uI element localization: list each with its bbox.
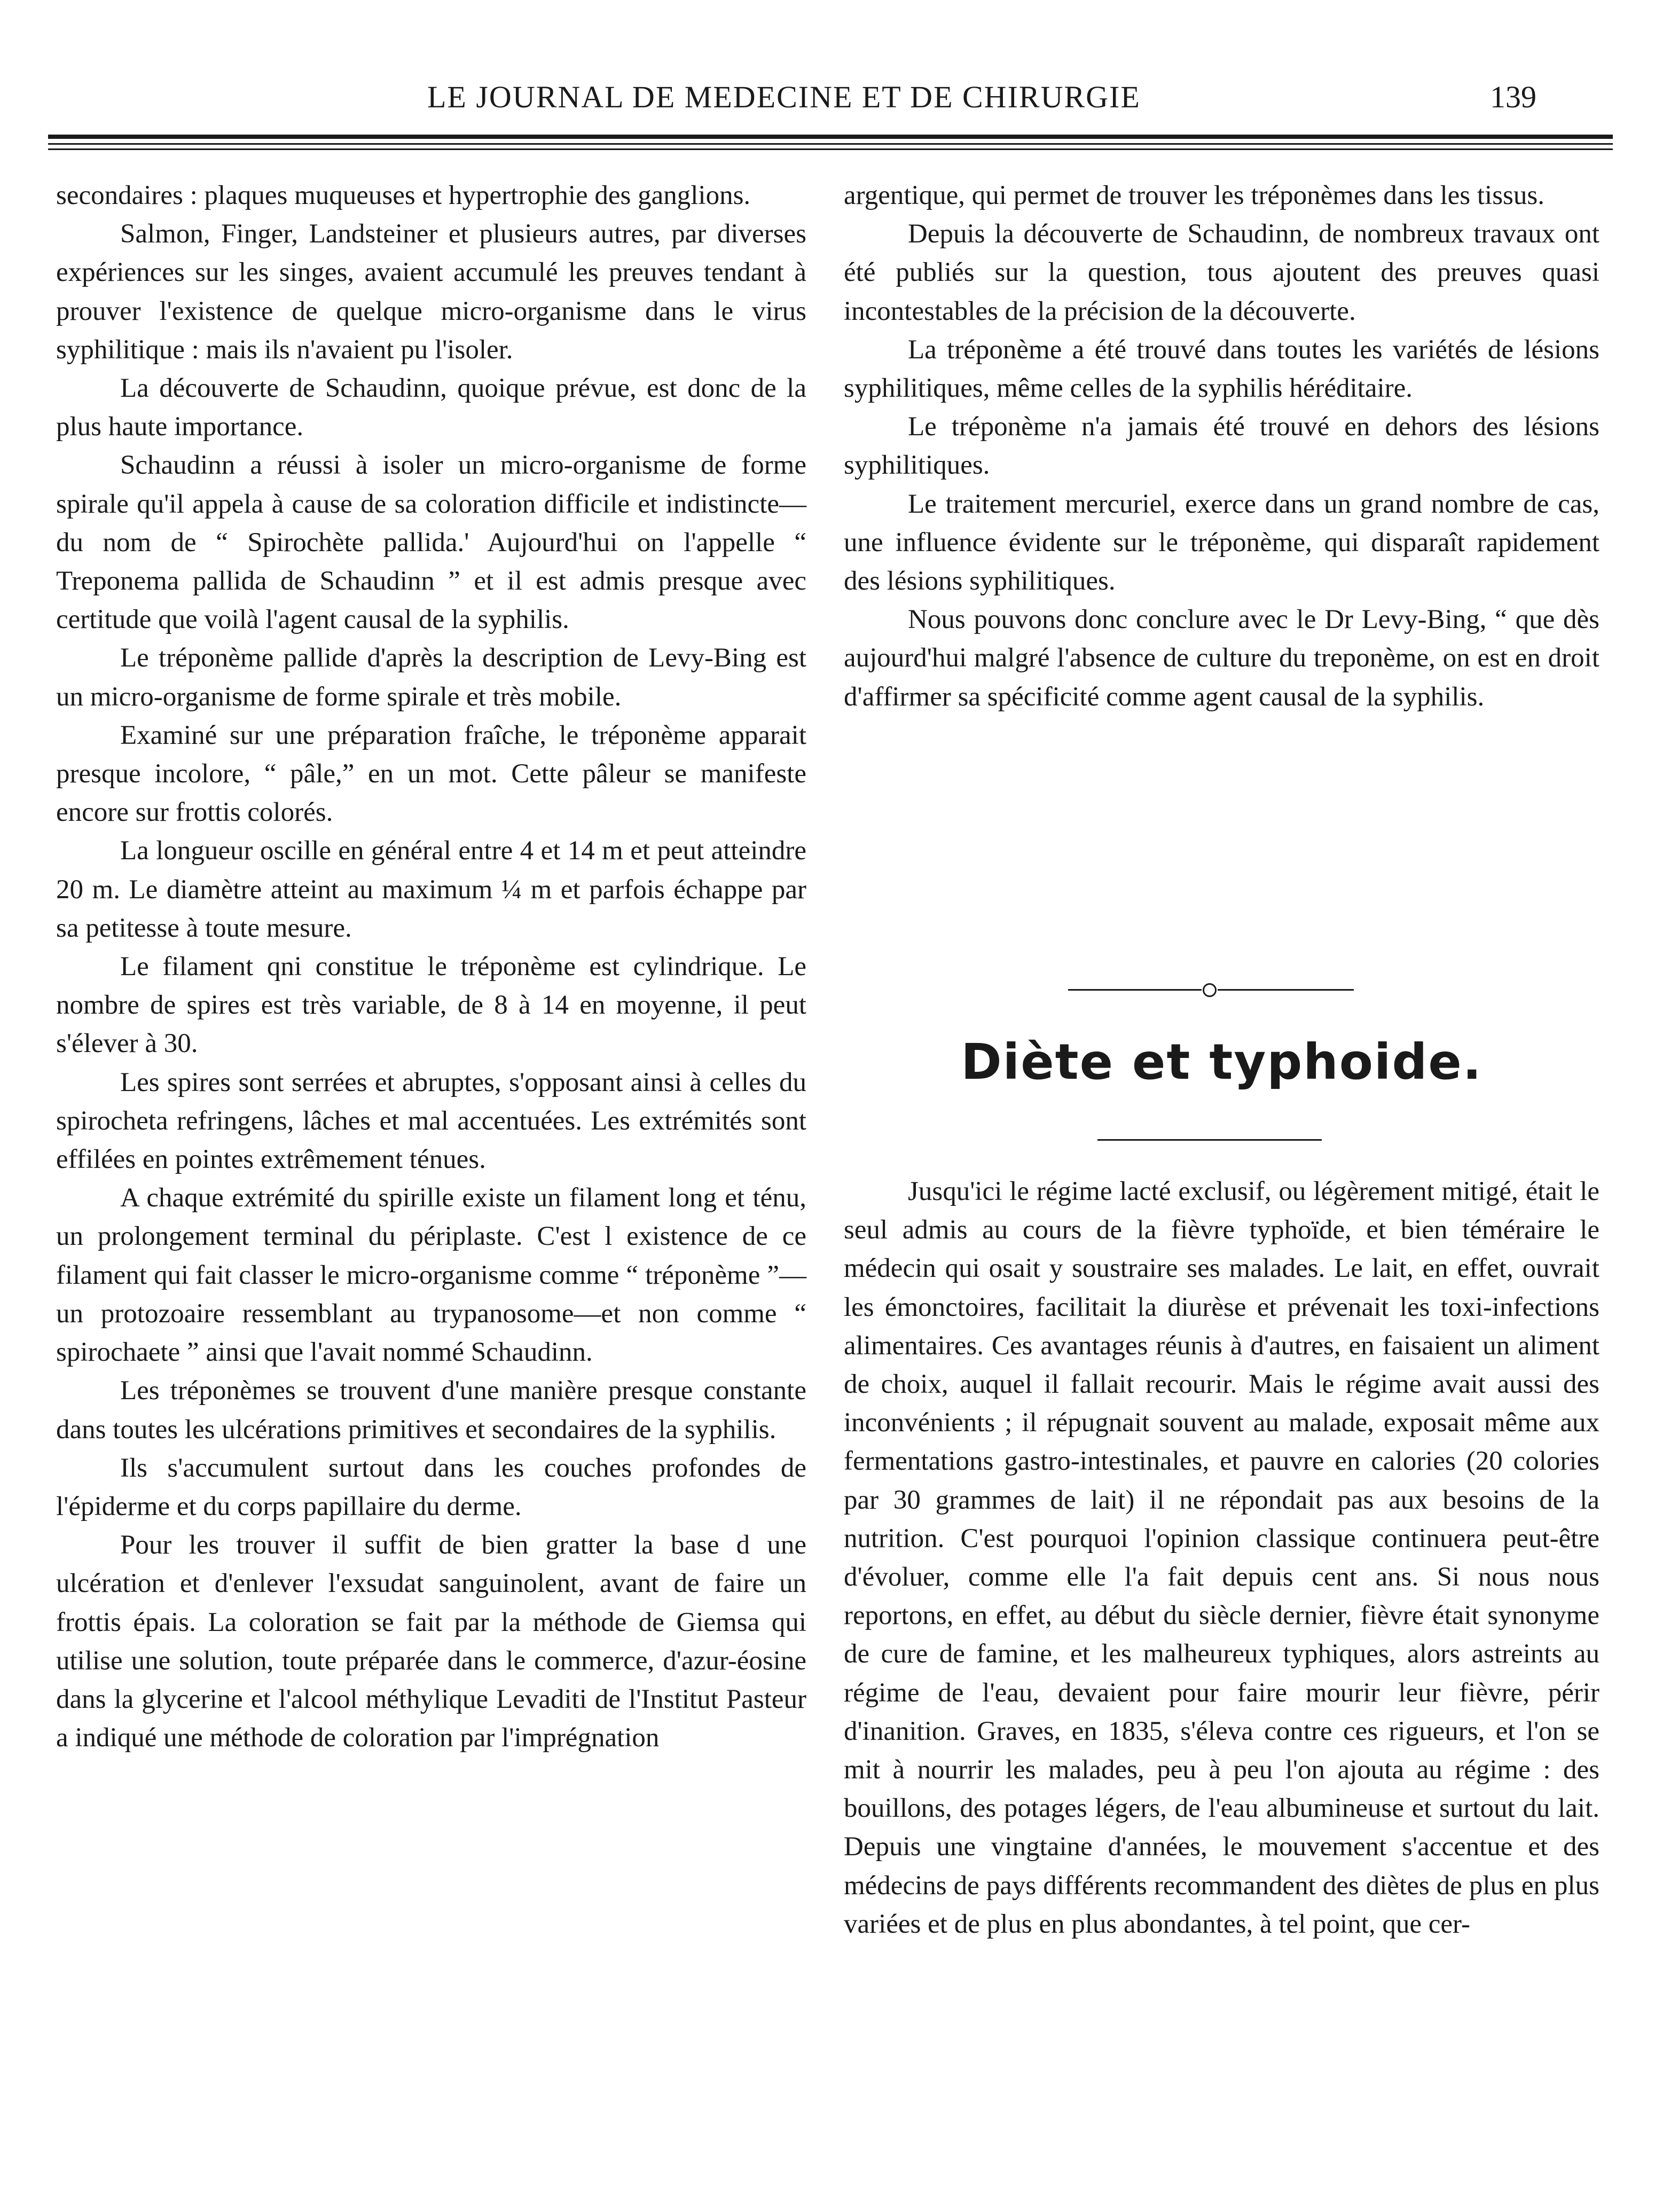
paragraph: Ils s'accumulent surtout dans les couches profondes de l'épiderme et du corps papillaire du derme. xyxy=(56,1453,806,1521)
paragraph: Examiné sur une préparation fraîche, le tréponème apparait presque incolore, “ pâle,” en un mot. Cette pâleur se manifeste encore sur frottis colorés. xyxy=(56,720,806,828)
title-underline xyxy=(1097,1139,1322,1141)
article-title: Diète et typhoide. xyxy=(961,1033,1483,1091)
paragraph: Schaudinn a réussi à isoler un micro-organisme de forme spirale qu'il appela à cause de sa coloration difficile et indistincte—du nom de “ Spirochète pallida.' Aujourd'hui on l'appelle “ Treponema pallida de Schaudinn ” et il est admis presque avec certitude que voilà l'agent causal de la syphilis. xyxy=(56,450,806,635)
paragraph: Les tréponèmes se trouvent d'une manière presque constante dans toutes les ulcérations primitives et secondaires de la syphilis. xyxy=(56,1376,806,1445)
header-rule-thick xyxy=(48,135,1613,139)
paragraph: Le filament qni constitue le tréponème est cylindrique. Le nombre de spires est très variable, de 8 à 14 en moyenne, il peut s'élever à 30. xyxy=(56,952,806,1059)
page-number: 139 xyxy=(1490,80,1536,114)
running-header: LE JOURNAL DE MEDECINE ET DE CHIRURGIE xyxy=(427,80,1141,114)
paragraph: La longueur oscille en général entre 4 et 14 m et peut atteindre 20 m. Le diamètre atteint au maximum ¼ m et parfois échappe par sa petitesse à toute mesure. xyxy=(56,836,806,943)
paragraph: argentique, qui permet de trouver les tréponèmes dans les tissus. xyxy=(844,181,1544,210)
paragraph: Le tréponème n'a jamais été trouvé en dehors des lésions syphilitiques. xyxy=(844,412,1599,481)
left-column xyxy=(56,176,806,1757)
paragraph: Salmon, Finger, Landsteiner et plusieurs autres, par diverses expériences sur les singes, avaient accumulé les preuves tendant à prouver l'existence de quelque micro-organisme dans le virus syphilitique : mais ils n'avaient pu l'isoler. xyxy=(56,219,806,365)
paragraph: La tréponème a été trouvé dans toutes les variétés de lésions syphilitiques, même celles de la syphilis héréditaire. xyxy=(844,334,1599,404)
paragraph: Les spires sont serrées et abruptes, s'opposant ainsi à celles du spirocheta refringens, lâches et mal accentuées. Les extrémités sont effilées en pointes extrêmement ténues. xyxy=(56,1067,806,1175)
section-divider-ornament xyxy=(1068,982,1354,998)
article-body xyxy=(844,1172,1599,1943)
paragraph: La découverte de Schaudinn, quoique prévue, est donc de la plus haute importance. xyxy=(56,373,806,442)
right-column xyxy=(844,176,1599,716)
paragraph: secondaires : plaques muqueuses et hypertrophie des ganglions. xyxy=(56,181,751,210)
paragraph: Le traitement mercuriel, exerce dans un grand nombre de cas, une influence évidente sur le tréponème, qui disparaît rapidement des lésions syphilitiques. xyxy=(844,489,1599,597)
paragraph: Jusqu'ici le régime lacté exclusif, ou légèrement mitigé, était le seul admis au cours de la fièvre typhoïde, et bien téméraire le médecin qui osait y soustraire ses malades. Le lait, en effet, ouvrait les émonctoires, facilitait la diurèse et prévenait les toxi-infections alimentaires. Ces avantages réunis à d'autres, en faisaient un aliment de choix, auquel il fallait recourir. Mais le régime avait aussi des inconvénients ; il répugnait souvent au malade, exposait même aux fermentations gastro-intestinales, et pauvre en calories (20 colories par 30 grammes de lait) il ne répondait pas aux besoins de la nutrition. C'est pourquoi l'opinion classique continuera peut-être d'évoluer, comme elle l'a fait depuis cent ans. Si nous nous reportons, en effet, au début du siècle dernier, fièvre était synonyme de cure de famine, et les malheureux typhiques, alors astreints au régime de l'eau, devaient pour faire mourir leur fièvre, périr d'inanition. Graves, en 1835, s'éleva contre ces rigueurs, et l'on se mit à nourrir les malades, peu à peu l'on ajouta au régime : des bouillons, des potages légers, de l'eau albumineuse et surtout du lait. Depuis une vingtaine d'années, le mouvement s'accentue et des médecins de pays différents recommandent des diètes de plus en plus variées et de plus en plus abondantes, à tel point, que cer- xyxy=(844,1176,1599,1939)
paragraph: Pour les trouver il suffit de bien gratter la base d une ulcération et d'enlever l'exsudat sanguinolent, avant de faire un frottis épais. La coloration se fait par la méthode de Giemsa qui utilise une solution, toute préparée dans le commerce, d'azur-éosine dans la glycerine et l'alcool méthylique Levaditi de l'Institut Pasteur a indiqué une méthode de coloration par l'imprégnation xyxy=(56,1530,806,1753)
header-rule-thin xyxy=(48,143,1613,145)
header-rule-thin-lower xyxy=(48,148,1613,150)
paragraph: Le tréponème pallide d'après la description de Levy-Bing est un micro-organisme de forme spirale et très mobile. xyxy=(56,643,806,712)
paragraph: Depuis la découverte de Schaudinn, de nombreux travaux ont été publiés sur la question, tous ajoutent des preuves quasi incontestables de la précision de la découverte. xyxy=(844,219,1599,326)
paragraph: A chaque extrémité du spirille existe un filament long et ténu, un prolongement terminal du périplaste. C'est l existence de ce filament qui fait classer le micro-organisme comme “ tréponème ”—un protozoaire ressemblant au trypanosome—et non comme “ spirochaete ” ainsi que l'avait nommé Schaudinn. xyxy=(56,1183,806,1368)
paragraph: Nous pouvons donc conclure avec le Dr Levy-Bing, “ que dès aujourd'hui malgré l'absence de culture du treponème, on est en droit d'affirmer sa spécificité comme agent causal de la syphilis. xyxy=(844,605,1599,712)
